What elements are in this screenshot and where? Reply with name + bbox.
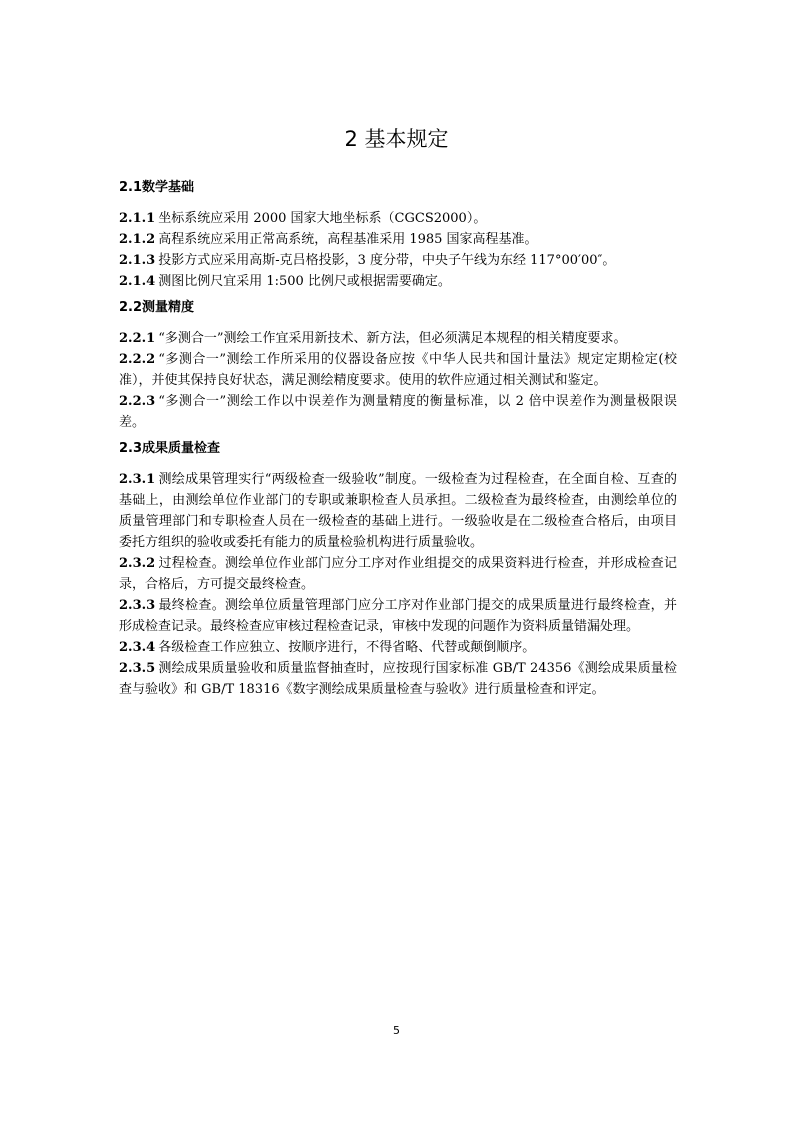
section-mathematical-basis — [119, 178, 677, 292]
clause — [119, 391, 677, 433]
clause — [119, 250, 677, 271]
clause-text: “多测合一”测绘工作宜采用新技术、新方法，但必须满足本规程的相关精度要求。 — [158, 331, 627, 346]
section-measurement-accuracy — [119, 298, 677, 433]
clause — [119, 229, 677, 250]
clause-number: 2.2.2 — [119, 352, 156, 367]
clause-number: 2.3.5 — [119, 661, 156, 676]
clause-number: 2.1.4 — [119, 274, 156, 289]
clause-text: 测绘成果质量验收和质量监督抽查时，应按现行国家标准 GB/T 24356《测绘成果质量检查与验收》和 GB/T 18316《数字测绘成果质量检查与验收》进行质量检查和评定。 — [119, 661, 677, 697]
clause-number: 2.3.4 — [119, 640, 156, 655]
page-number: 5 — [393, 1024, 400, 1037]
clause — [119, 271, 677, 292]
clause-text: 各级检查工作应独立、按顺序进行，不得省略、代替或颠倒顺序。 — [158, 640, 536, 655]
clause-number: 2.2.3 — [119, 394, 156, 409]
clause — [119, 553, 677, 595]
clause-text: 高程系统应采用正常高系统，高程基准采用 1985 国家高程基准。 — [158, 232, 538, 247]
clause-text: 坐标系统应采用 2000 国家大地坐标系（CGCS2000）。 — [158, 211, 487, 226]
clause-number: 2.3.1 — [119, 472, 156, 487]
section-heading: 2.2测量精度 — [119, 300, 195, 315]
clause — [119, 637, 677, 658]
clause-number: 2.2.1 — [119, 331, 156, 346]
clause-number: 2.1.3 — [119, 253, 156, 268]
clause-text: 过程检查。测绘单位作业部门应分工序对作业组提交的成果资料进行检查，并形成检查记录，合格后，方可提交最终检查。 — [119, 556, 677, 592]
clause-number: 2.3.3 — [119, 598, 156, 613]
clause-text: 测图比例尺宜采用 1:500 比例尺或根据需要确定。 — [158, 274, 451, 289]
section-heading: 2.3成果质量检查 — [119, 441, 221, 456]
clause-number: 2.1.1 — [119, 211, 156, 226]
clause-number: 2.3.2 — [119, 556, 156, 571]
clause — [119, 208, 677, 229]
page-title: 2 基本规定 — [344, 127, 449, 151]
clause-text: “多测合一”测绘工作所采用的仪器设备应按《中华人民共和国计量法》规定定期检定(校准），并使其保持良好状态，满足测绘精度要求。使用的软件应通过相关测试和鉴定。 — [119, 352, 677, 388]
clause — [119, 328, 677, 349]
clause-text: 最终检查。测绘单位质量管理部门应分工序对作业部门提交的成果质量进行最终检查，并形成检查记录。最终检查应审核过程检查记录，审核中发现的问题作为资料质量错漏处理。 — [119, 598, 677, 634]
clause-text: 测绘成果管理实行“两级检查一级验收”制度。一级检查为过程检查，在全面自检、互查的基础上，由测绘单位作业部门的专职或兼职检查人员承担。二级检查为最终检查，由测绘单位的质量管理部门和专职检查人员在一级检查的基础上进行。一级验收是在二级检查合格后，由项目委托方组织的验收或委托有能力的质量检验机构进行质量验收。 — [119, 472, 677, 550]
clause — [119, 469, 677, 553]
section-quality-inspection — [119, 439, 677, 700]
clause-text: “多测合一”测绘工作以中误差作为测量精度的衡量标准，以 2 倍中误差作为测量极限误差。 — [119, 394, 677, 430]
clause — [119, 595, 677, 637]
clause-text: 投影方式应采用高斯-克吕格投影，3 度分带，中央子午线为东经 117°00′00″。 — [158, 253, 616, 268]
clause-number: 2.1.2 — [119, 232, 156, 247]
document-body — [119, 178, 677, 706]
clause — [119, 658, 677, 700]
section-heading: 2.1数学基础 — [119, 180, 195, 195]
clause — [119, 349, 677, 391]
